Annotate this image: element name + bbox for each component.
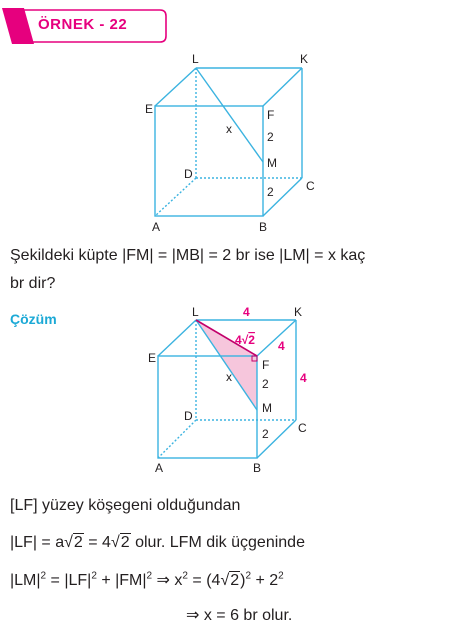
- vertex-label-f: F: [267, 108, 275, 122]
- vertex-label-l-solution: L: [192, 305, 199, 319]
- edge-label-fk: 4: [278, 339, 285, 353]
- vertex-label-c: C: [306, 179, 315, 193]
- solution-line-1: [LF] yüzey köşegeni olduğundan: [10, 497, 241, 514]
- segment-label-x: x: [226, 122, 232, 136]
- vertex-label-d: D: [184, 167, 193, 181]
- vertex-label-b: B: [259, 220, 268, 234]
- edge-label-lk: 4: [243, 305, 250, 319]
- segment-label-mb-solution: 2: [262, 427, 269, 441]
- solution-line-4: ⇒ x = 6 br olur.: [186, 607, 293, 624]
- vertex-label-k-solution: K: [294, 305, 303, 319]
- segment-label-fm-solution: 2: [262, 377, 269, 391]
- vertex-label-k: K: [300, 52, 309, 66]
- vertex-label-m-solution: M: [262, 401, 272, 415]
- vertex-label-d-solution: D: [184, 409, 193, 423]
- vertex-label-l: L: [192, 52, 199, 66]
- vertex-label-b-solution: B: [253, 461, 262, 475]
- cube-figure-solution: [0, 300, 459, 480]
- example-badge: [0, 8, 170, 44]
- vertex-label-c-solution: C: [298, 421, 307, 435]
- vertex-label-e-solution: E: [148, 351, 157, 365]
- question-line-2: br dir?: [10, 275, 56, 292]
- vertex-label-a-solution: A: [155, 461, 164, 475]
- vertex-label-f-solution: F: [262, 358, 270, 372]
- solution-heading: Çözüm: [10, 311, 57, 327]
- vertex-label-m: M: [267, 156, 277, 170]
- edge-label-kc: 4: [300, 371, 307, 385]
- example-title: ÖRNEK - 22: [38, 16, 128, 33]
- cube-figure-top: [0, 40, 459, 270]
- segment-label-mb: 2: [267, 185, 274, 199]
- solution-line-2: |LF| = a√2 = 4√2 olur. LFM dik üçgeninde: [10, 534, 305, 551]
- solution-line-3: $|LM|^2 = |LF|^2 + |FM|^2$ ⇒ $x^2 = (4√2)^2 + 2^2$: [10, 570, 284, 589]
- vertex-label-a: A: [152, 220, 161, 234]
- question-line-1: Şekildeki küpte |FM| = |MB| = 2 br ise |LM| = x kaç: [10, 247, 366, 264]
- segment-label-fm: 2: [267, 130, 274, 144]
- diagonal-label-lf: 4√2: [235, 333, 255, 347]
- segment-label-x-solution: x: [226, 370, 232, 384]
- vertex-label-e: E: [145, 102, 154, 116]
